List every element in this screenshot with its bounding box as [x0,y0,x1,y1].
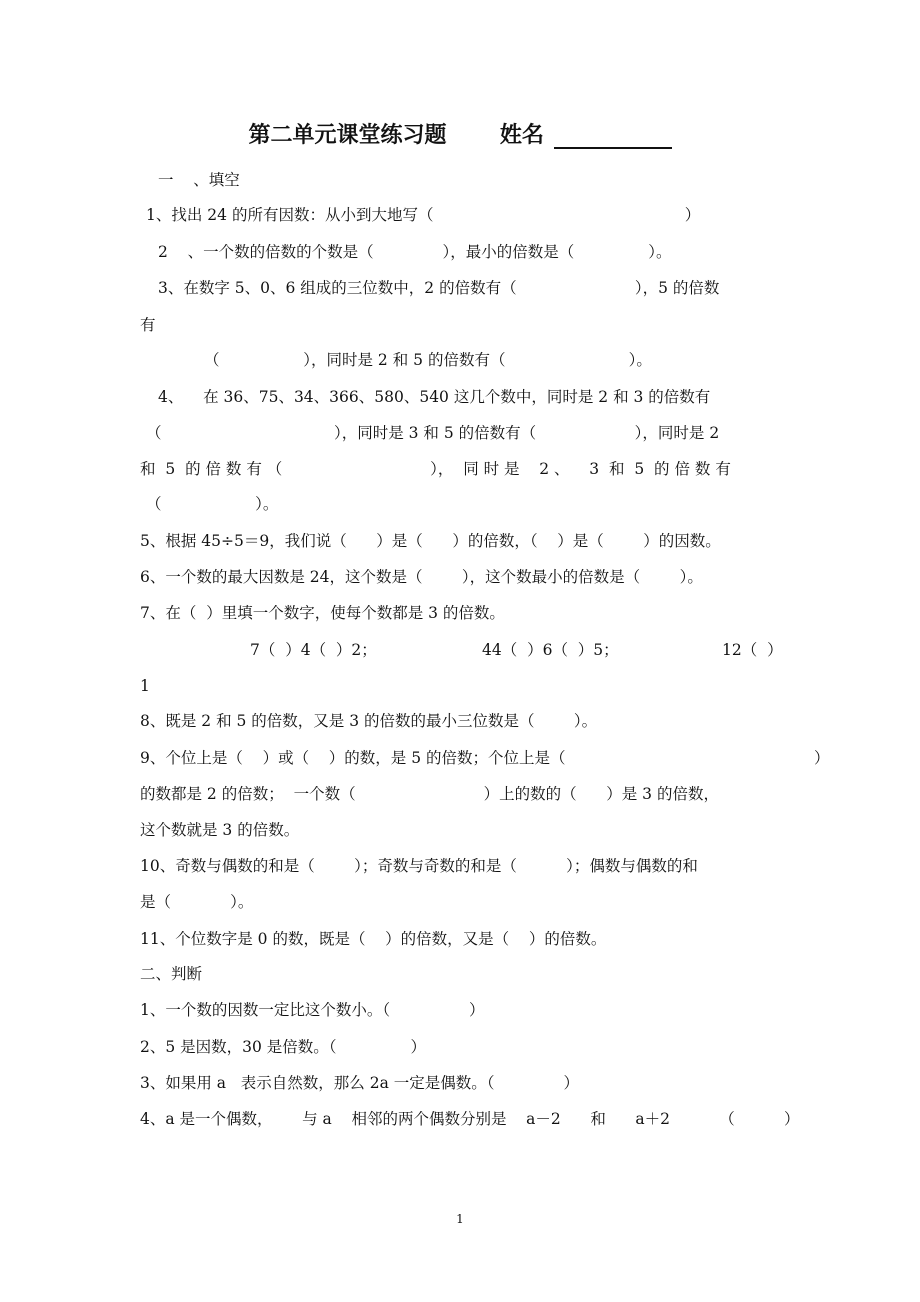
title-row [0,118,920,158]
section-heading-fill: 一 、填空 [158,171,240,189]
judge-1: 1、一个数的因数一定比这个数小。（ ） [140,1001,485,1019]
question-9-cont-a: 的数都是 2 的倍数； 一个数（ ）上的数的（ ）是 3 的倍数， [140,785,719,803]
question-7-item-c: 12（ ） [722,641,783,659]
question-10: 10、奇数与偶数的和是（ ）；奇数与奇数的和是（ ）；偶数与偶数的和 [140,857,698,875]
question-8: 8、既是 2 和 5 的倍数，又是 3 的倍数的最小三位数是（ ）。 [140,712,598,730]
question-11: 11、个位数字是 0 的数，既是（ ）的倍数，又是（ ）的倍数。 [140,930,607,948]
question-5: 5、根据 45÷5＝9，我们说（ ）是（ ）的倍数，（ ）是（ ）的因数。 [140,532,721,550]
page-title: 第二单元课堂练习题 [248,122,447,148]
question-3-cont-b: （ ），同时是 2 和 5 的倍数有（ ）。 [204,351,652,369]
question-9: 9、个位上是（ ）或（ ）的数，是 5 的倍数；个位上是（ [140,749,566,767]
question-10-cont: 是（ ）。 [140,893,254,911]
question-7: 7、在（ ）里填一个数字，使每个数都是 3 的倍数。 [140,604,505,622]
question-4-cont-c: （ ）。 [146,495,279,513]
judge-4: 4、a 是一个偶数， 与 a 相邻的两个偶数分别是 a－2 和 a＋2 （ ） [140,1110,800,1128]
judge-2: 2、5 是因数，30 是倍数。（ ） [140,1038,426,1056]
name-blank [554,121,672,149]
question-1: 1、找出 24 的所有因数：从小到大地写（ ） [146,206,701,224]
section-heading-judge: 二、判断 [140,965,203,983]
question-3: 3、在数字 5、0、6 组成的三位数中，2 的倍数有（ ），5 的倍数 [158,279,720,297]
question-9-cont-b: 这个数就是 3 的倍数。 [140,821,300,839]
question-4: 4、 在 36、75、34、366、580、540 这几个数中，同时是 2 和 3 的倍数有 [158,388,711,406]
question-7-item-a: 7（ ）4（ ）2； [250,641,377,659]
question-7-item-b: 44（ ）6（ ）5； [482,641,619,659]
question-9-paren-close: ） [814,749,830,767]
name-label: 姓名 [499,122,544,148]
question-4-cont-a: （ ），同时是 3 和 5 的倍数有（ ），同时是 2 [146,424,720,442]
question-4-cont-b: 和 5 的 倍 数 有 （ ）， 同 时 是 2 、 3 和 5 的 倍 数 有 [140,460,731,478]
question-2: 2 、一个数的倍数的个数是（ ），最小的倍数是（ ）。 [158,243,672,261]
question-7-item-c-cont: 1 [140,677,150,695]
page-number: 1 [456,1212,464,1226]
question-3-cont-a: 有 [140,316,156,334]
question-6: 6、一个数的最大因数是 24，这个数是（ ），这个数最小的倍数是（ ）。 [140,568,703,586]
judge-3: 3、如果用 a 表示自然数，那么 2a 一定是偶数。（ ） [140,1074,579,1092]
